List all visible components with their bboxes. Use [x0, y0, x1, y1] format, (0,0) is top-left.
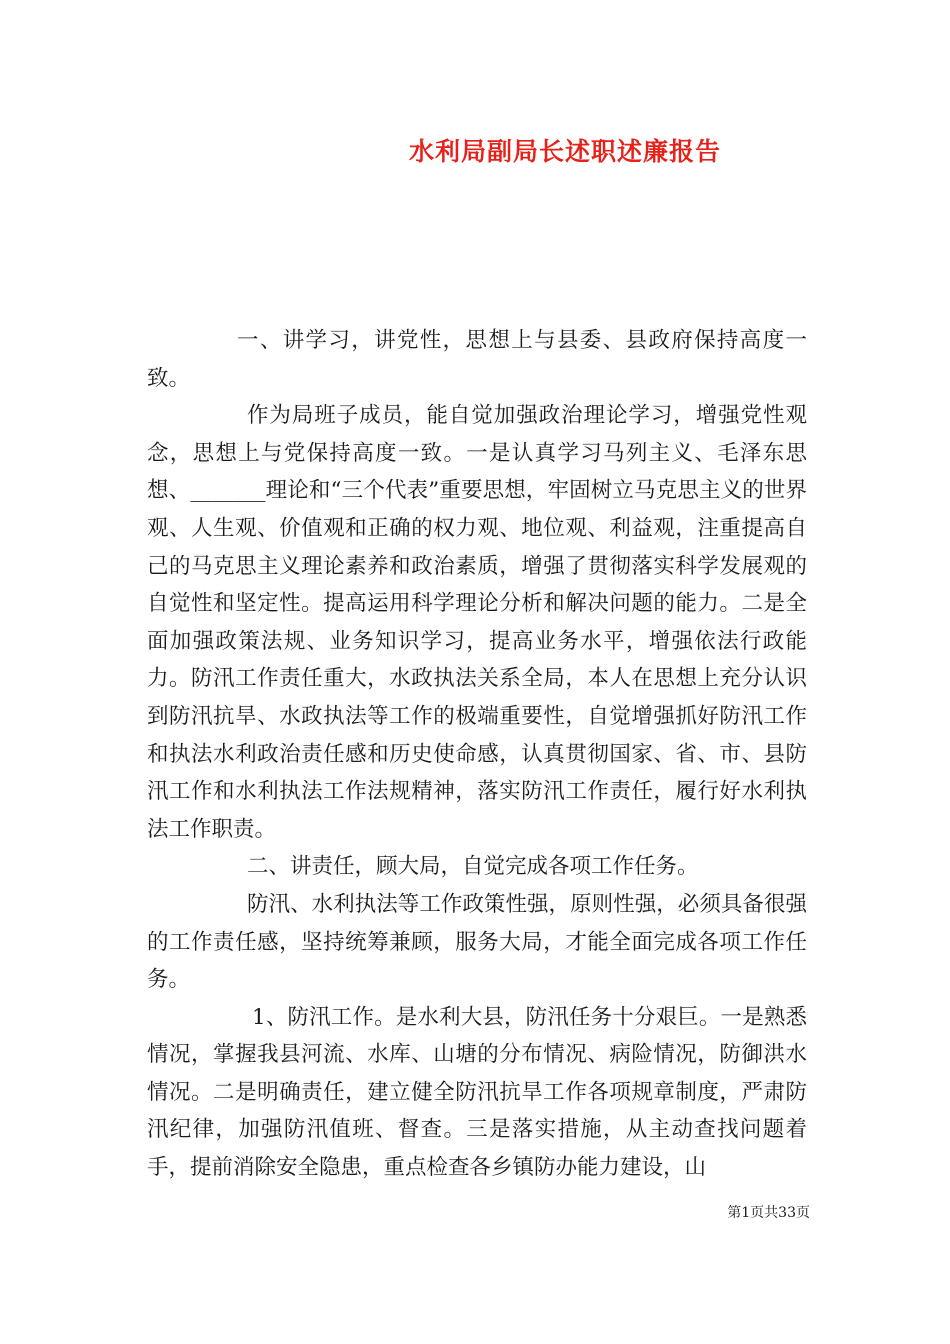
- paragraph-flood-control: 1、防汛工作。是水利大县，防汛任务十分艰巨。一是熟悉情况，掌握我县河流、水库、山塘的分布情况、病险情况，防御洪水情况。二是明确责任，建立健全防汛抗旱工作各项规章制度，严肃防汛纪律，加强防汛值班、督查。三是落实措施，从主动查找问题着手，提前消除安全隐患，重点检查各乡镇防办能力建设，山: [147, 1004, 807, 1181]
- document-body: [147, 322, 807, 1187]
- paragraph-study: 作为局班子成员，能自觉加强政治理论学习，增强党性观念，思想上与党保持高度一致。一是认真学习马列主义、毛泽东思想、_______理论和“三个代表”重要思想，牢固树立马克思主义的世界观、人生观、价值观和正确的权力观、地位观、利益观，注重提高自己的马克思主义理论素养和政治素质，增强了贯彻落实科学发展观的自觉性和坚定性。提高运用科学理论分析和解决问题的能力。二是全面加强政策法规、业务知识学习，提高业务水平，增强依法行政能力。防汛工作责任重大，水政执法关系全局，本人在思想上充分认识到防汛抗旱、水政执法等工作的极端重要性，自觉增强抓好防汛工作和执法水利政治责任感和历史使命感，认真贯彻国家、省、市、县防汛工作和水利执法工作法规精神，落实防汛工作责任，履行好水利执法工作职责。: [147, 403, 807, 842]
- paragraph-responsibility: 防汛、水利执法等工作政策性强，原则性强，必须具备很强的工作责任感，坚持统筹兼顾，服务大局，才能全面完成各项工作任务。: [147, 891, 807, 993]
- section-heading-1: 一、讲学习，讲党性，思想上与县委、县政府保持高度一致。: [147, 328, 807, 391]
- section-heading-2: 二、讲责任，顾大局，自觉完成各项工作任务。: [247, 854, 699, 880]
- page-number: 第1页共33页: [727, 1205, 810, 1221]
- document-title: 水利局副局长述职述廉报告: [408, 137, 721, 166]
